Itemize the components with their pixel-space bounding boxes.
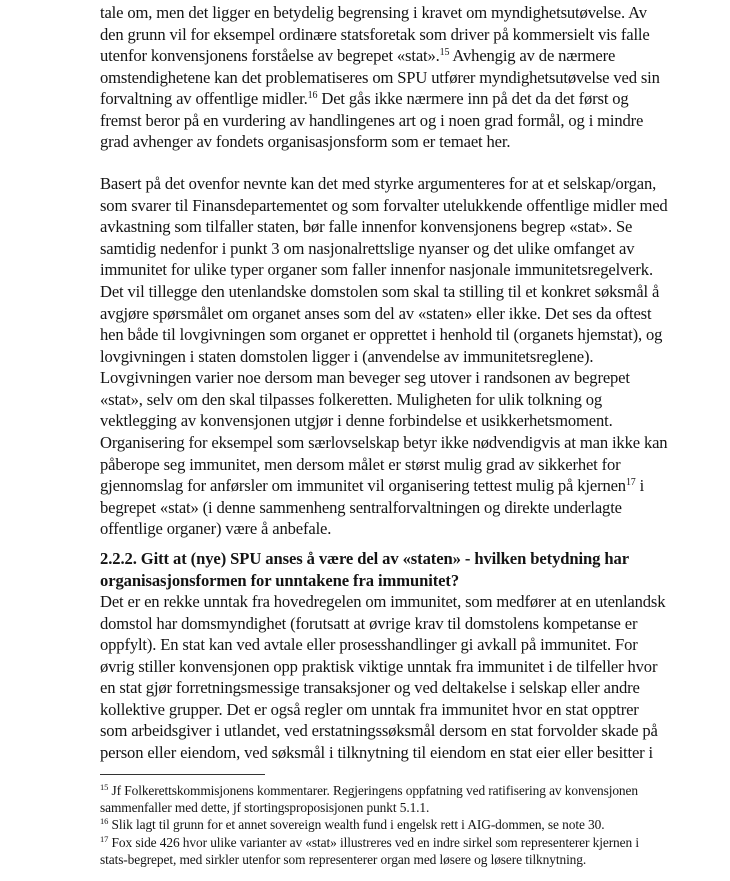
footnote-ref-16[interactable]: 16 [307, 90, 318, 101]
text-line: grad avhenger av fondets organisasjonsform som er temaet her. [100, 132, 511, 151]
text-line: offentlige organer) være å anbefale. [100, 519, 332, 538]
footnote-number: 16 [100, 816, 109, 827]
footnote-separator [100, 774, 265, 775]
text-line: immunitet for ulike typer organer som faller innenfor nasjonale immunitetsregelverk. [100, 260, 653, 279]
section-paragraph [100, 591, 700, 763]
footnote-text: Slik lagt til grunn for et annet sovereign wealth fund i engelsk rett i AIG-dommen, se note 30. [108, 817, 605, 833]
text-line: som arbeidsgiver i utlandet, ved erstatningssøksmål dersom en stat forvolder skade på [100, 721, 658, 740]
text-line: samtidig nedenfor i punkt 3 om nasjonalrettslige nyanser og det ulike omfanget av [100, 238, 635, 258]
text-line: person eller eiendom, ved søksmål i tilknytning til eiendom en stat eier eller besitter i [100, 742, 653, 762]
footnote-text: Fox side 426 hvor ulike varianter av «stat» illustreres ved en indre sirkel som representerer kjernen i [108, 834, 639, 850]
body-paragraph-2 [100, 173, 700, 281]
body-paragraph-1 [100, 2, 700, 153]
text-line: Organisering for eksempel som særlovselskap betyr ikke nødvendigvis at man ikke kan [100, 433, 668, 452]
text-run: utenfor konvensjonens forståelse av begrepet «stat». [100, 46, 440, 65]
text-line: oppfylt). En stat kan ved avtale eller prosesshandlinger gi avkall på immunitet. For [100, 635, 638, 654]
footnotes [100, 782, 700, 868]
text-line: øvrig stiller konvensjonen opp praktisk viktige unntak fra immunitet i de tilfeller hvor [100, 656, 658, 676]
footnote-line [100, 834, 700, 851]
footnote-ref-15[interactable]: 15 [439, 47, 450, 58]
text-line: begrepet «stat» (i denne sammenheng sentralforvaltningen og direkte underlagte [100, 497, 622, 517]
text-line [100, 45, 700, 67]
heading-line: organisasjonsformen for unntakene fra immunitet? [100, 570, 460, 590]
text-line: tale om, men det ligger en betydelig begrensing i kravet om myndighetsutøvelse. Av [100, 3, 647, 22]
section-heading-2-2-2 [100, 548, 700, 591]
footnote-ref-17[interactable]: 17 [625, 477, 636, 488]
text-line: den grunn vil for eksempel ordinære statsforetak som driver på kommersielt vis falle [100, 24, 650, 44]
text-run: i [635, 476, 645, 495]
text-line [100, 475, 700, 497]
text-line: omstendighetene kan det problematiseres om SPU utfører myndighetsutøvelse ved sin [100, 67, 660, 87]
text-line: Lovgivningen varier noe dersom man beveger seg utover i randsonen av begrepet [100, 368, 630, 387]
text-line: lovgivningen i staten domstolen ligger i (anvendelse av immunitetsreglene). [100, 346, 594, 366]
footnote-line [100, 782, 700, 799]
text-line: Det er en rekke unntak fra hovedregelen om immunitet, som medfører at en utenlandsk [100, 592, 666, 611]
text-line: Basert på det ovenfor nevnte kan det med styrke argumenteres for at et selskap/organ, [100, 174, 657, 193]
footnote-line: stats-begrepet, med sirkler utenfor som representerer organ med løsere og løsere tilknytning. [100, 851, 587, 867]
text-run: Avhengig av de nærmere [449, 46, 616, 65]
text-line: en stat gjør forretningsmessige transaksjoner og ved deltakelse i selskap eller andre [100, 678, 640, 697]
footnote-line [100, 816, 700, 833]
body-paragraph-4 [100, 432, 700, 540]
text-line: fremst beror på en vurdering av handlingenes art og i noen grad formål, og i mindre [100, 110, 644, 130]
text-run: gjennomslag for anførsler om immunitet vil organisering tettest mulig på kjernen [100, 476, 626, 495]
heading-line: 2.2.2. Gitt at (nye) SPU anses å være del av «staten» - hvilken betydning har [100, 549, 629, 568]
footnote-15 [100, 782, 700, 816]
text-line: «stat», selv om den skal tilpasses folkeretten. Muligheten for ulik tolkning og [100, 389, 603, 409]
text-line: påberope seg immunitet, men dersom målet er størst mulig grad av sikkerhet for [100, 454, 621, 474]
body-paragraph-3 [100, 281, 700, 432]
footnote-16 [100, 816, 700, 833]
footnote-line: sammenfaller med dette, jf stortingsproposisjonen punkt 5.1.1. [100, 800, 430, 816]
text-line: Det vil tillegge den utenlandske domstolen som skal ta stilling til et konkret søksmål å [100, 282, 660, 301]
footnote-text: Jf Folkerettskommisjonens kommentarer. Regjeringens oppfatning ved ratifisering av konvensjonen [108, 783, 638, 798]
footnote-17 [100, 834, 700, 868]
text-line: hen både til lovgivningen som organet er opprettet i henhold til (organets hjemstat), og [100, 325, 663, 344]
text-line: vektlegging av konvensjonen utgjør i denne forbindelse et usikkerhetsmoment. [100, 411, 613, 430]
text-line: avgjøre spørsmålet om organet anses som del av «staten» eller ikke. Det ses da oftest [100, 303, 652, 323]
footnote-number: 17 [100, 833, 109, 844]
text-line [100, 88, 700, 110]
text-line: som svarer til Finansdepartementet og som forvalter utelukkende offentlige midler med [100, 195, 668, 215]
text-run: Det gås ikke nærmere inn på det da det først og [317, 89, 629, 108]
text-line: kollektive grupper. Det er også regler om unntak fra immunitet hvor en stat opptrer [100, 699, 639, 719]
text-run: forvaltning av offentlige midler. [100, 89, 308, 108]
footnote-number: 15 [100, 782, 109, 792]
text-line: domstol har domsmyndighet (forutsatt at øvrige krav til domstolens kompetanse er [100, 613, 638, 633]
text-line: avkastning som tilfaller staten, bør falle innenfor konvensjonens begrep «stat». Se [100, 217, 633, 236]
